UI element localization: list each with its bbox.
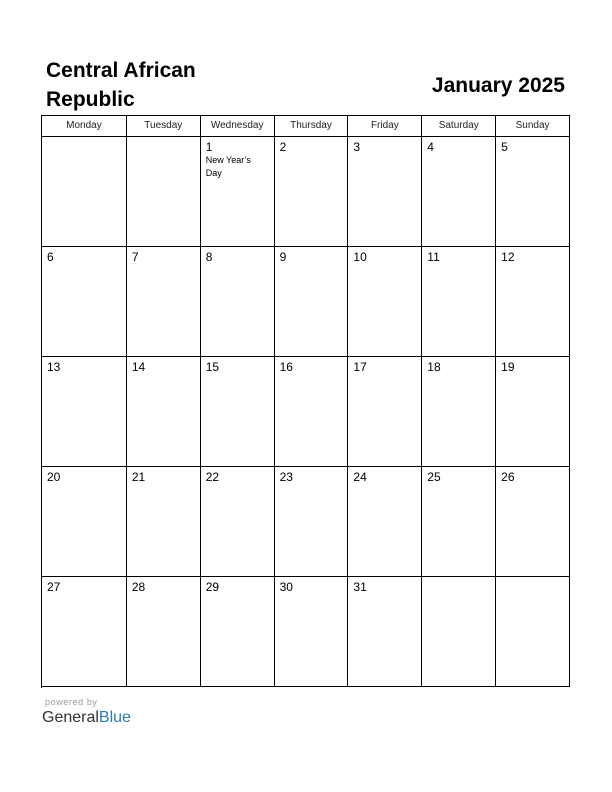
day-cell [201,357,275,467]
day-cell [275,247,349,357]
day-number: 17 [353,360,367,374]
day-cell [496,577,570,687]
day-number: 21 [131,470,146,484]
day-cell [422,247,496,357]
day-cell [42,137,127,247]
day-cell [275,577,349,687]
day-number: 30 [279,580,293,594]
day-cell [42,357,127,467]
day-number: 31 [353,580,367,594]
weekday-saturday: Saturday [422,116,496,137]
day-cell [422,577,496,687]
holiday-event: New Year’s Day [205,155,251,178]
day-number: 7 [131,250,139,264]
powered-by-label: powered by [45,697,98,707]
day-cell [422,467,496,577]
day-cell [275,357,349,467]
day-number: 4 [427,140,434,154]
day-cell [348,577,422,687]
day-cell [127,137,201,247]
weekday-thursday: Thursday [275,116,349,137]
day-number: 2 [279,140,287,154]
brand-blue-text: Blue [98,709,131,726]
day-number: 23 [279,470,293,484]
day-cell [127,577,201,687]
day-number: 25 [427,470,441,484]
day-number: 22 [205,470,220,484]
day-cell [348,357,422,467]
weekday-sunday: Sunday [496,116,570,137]
day-cell [42,247,127,357]
day-number: 3 [353,140,361,154]
day-number: 10 [353,250,367,264]
day-number: 29 [205,580,220,594]
day-cell [422,137,496,247]
day-number: 16 [279,360,293,374]
day-cell [275,467,349,577]
day-cell [127,357,201,467]
day-cell [201,247,275,357]
day-cell [201,577,275,687]
day-number: 27 [47,580,61,594]
day-cell [275,137,349,247]
week-row-4 [42,467,570,577]
day-number: 1 [205,140,213,154]
weekday-header-row [42,116,570,137]
calendar-grid [41,115,570,688]
day-cell [127,467,201,577]
day-number: 20 [47,470,61,484]
day-number: 28 [131,580,146,594]
day-number: 24 [353,470,367,484]
day-cell [496,467,570,577]
week-row-1 [42,137,570,247]
country-title: Central African Republic [46,59,196,111]
day-number: 8 [205,250,213,264]
week-row-3 [42,357,570,467]
month-year-title: January 2025 [431,74,565,97]
day-number: 9 [279,250,287,264]
generalblue-logo[interactable] [42,708,131,728]
day-number: 12 [501,250,515,264]
day-cell [348,247,422,357]
day-cell [496,137,570,247]
weekday-wednesday: Wednesday [201,116,275,137]
day-number: 6 [47,250,54,264]
weekday-monday: Monday [42,116,127,137]
day-number: 26 [501,470,515,484]
day-number: 14 [131,360,146,374]
week-row-2 [42,247,570,357]
day-number: 19 [501,360,515,374]
day-cell [127,247,201,357]
brand-general-text: General [42,709,99,726]
day-cell [422,357,496,467]
day-cell [496,357,570,467]
day-number: 13 [47,360,61,374]
weekday-tuesday: Tuesday [127,116,201,137]
day-cell [348,467,422,577]
weekday-friday: Friday [348,116,422,137]
day-cell [496,247,570,357]
day-number: 11 [427,250,440,264]
day-cell [348,137,422,247]
week-row-5 [42,577,570,687]
day-cell [42,467,127,577]
day-cell [201,467,275,577]
day-number: 18 [427,360,441,374]
day-cell [42,577,127,687]
day-cell [201,137,275,247]
day-number: 15 [205,360,220,374]
day-number: 5 [501,140,508,154]
